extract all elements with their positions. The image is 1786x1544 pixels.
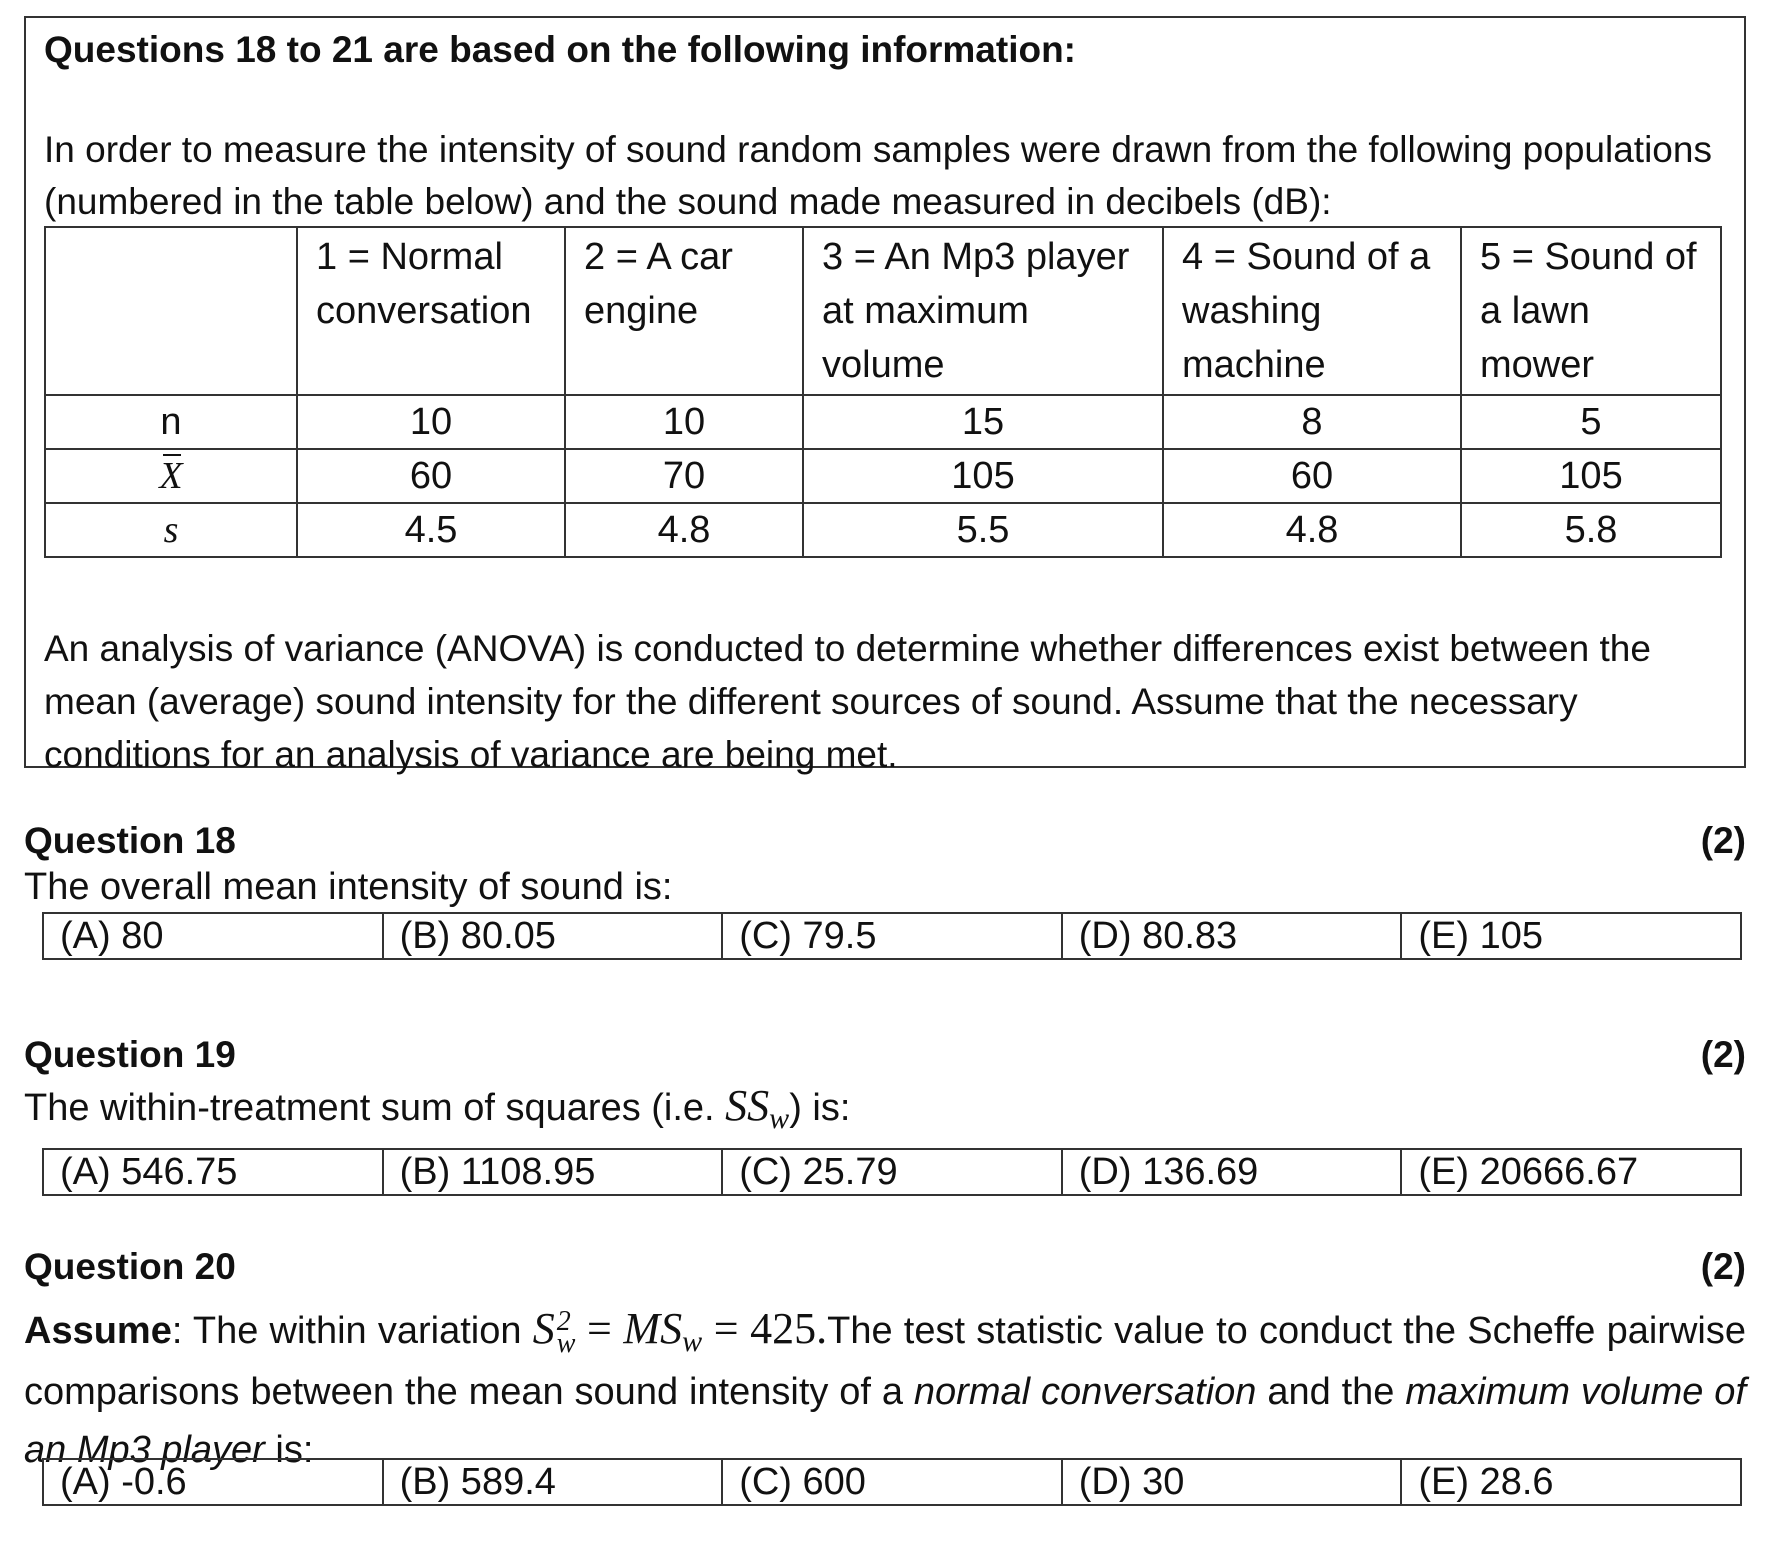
info-box xyxy=(24,16,1746,775)
table-cell: 4.8 xyxy=(565,503,803,557)
s-symbol: s xyxy=(163,509,179,551)
q19-options-row xyxy=(43,1149,1741,1195)
q19-text-before: The within-treatment sum of squares (i.e. xyxy=(24,1087,726,1129)
q18-option-e[interactable]: (E) 105 xyxy=(1401,913,1741,959)
q19-ss-symbol: SS xyxy=(725,1081,770,1130)
q18-option-b[interactable]: (B) 80.05 xyxy=(383,913,723,959)
q20-s-symbol: S xyxy=(532,1304,555,1353)
q19-marks: (2) xyxy=(1700,1034,1746,1075)
q20-marks: (2) xyxy=(1700,1246,1746,1287)
q20-option-a[interactable]: (A) -0.6 xyxy=(43,1459,383,1505)
q20-options-row xyxy=(43,1459,1741,1505)
row-label-s xyxy=(45,503,297,557)
q20-option-e[interactable]: (E) 28.6 xyxy=(1401,1459,1741,1505)
q20-text xyxy=(24,1300,1746,1479)
table-cell: 5.8 xyxy=(1461,503,1721,557)
q20-eq2: = 425. xyxy=(702,1304,828,1353)
q20-s-scripts xyxy=(556,1305,576,1359)
q19-option-d[interactable]: (D) 136.69 xyxy=(1062,1149,1402,1195)
q20-text-3: and the xyxy=(1256,1371,1406,1413)
anova-text: An analysis of variance (ANOVA) is conducted to determine whether differences exist between the mean (average) sound intensity for the different sources of sound. Assume that the necessary conditions for an analysis of variance are being met. xyxy=(44,628,1651,775)
table-cell: 5.5 xyxy=(803,503,1163,557)
q18-option-d[interactable]: (D) 80.83 xyxy=(1062,913,1402,959)
header-pop-3: 3 = An Mp3 player at maximum volume xyxy=(803,227,1163,395)
q20-title: Question 20 xyxy=(24,1246,236,1287)
table-cell: 105 xyxy=(1461,449,1721,503)
q19-title: Question 19 xyxy=(24,1034,236,1075)
q19-options xyxy=(42,1148,1742,1196)
q19-option-c[interactable]: (C) 25.79 xyxy=(722,1149,1062,1195)
q20-option-d[interactable]: (D) 30 xyxy=(1062,1459,1402,1505)
q20-text-2: The test statistic value to conduct the Scheffe pairwise comparisons between the mean sound intensity of a xyxy=(24,1310,1746,1413)
population-table xyxy=(44,226,1722,558)
q18-option-a[interactable]: (A) 80 xyxy=(43,913,383,959)
q18-title: Question 18 xyxy=(24,820,236,861)
q20-ms-sub: w xyxy=(682,1325,703,1358)
q20-italic-1: normal conversation xyxy=(913,1371,1257,1413)
q20-options xyxy=(42,1458,1742,1506)
header-pop-5: 5 = Sound of a lawn mower xyxy=(1461,227,1721,395)
table-cell: 60 xyxy=(297,449,565,503)
table-cell: 105 xyxy=(803,449,1163,503)
q18-marks: (2) xyxy=(1700,820,1746,861)
table-row xyxy=(45,503,1721,557)
q20-text-1: : The within variation xyxy=(171,1310,533,1352)
table-cell: 60 xyxy=(1163,449,1461,503)
q20-text-4: is: xyxy=(264,1429,314,1471)
q19-option-a[interactable]: (A) 546.75 xyxy=(43,1149,383,1195)
q20-s-sup: 2 xyxy=(556,1305,571,1337)
table-cell: 15 xyxy=(803,395,1163,449)
table-cell: 4.5 xyxy=(297,503,565,557)
table-cell: 4.8 xyxy=(1163,503,1461,557)
q18-options-row xyxy=(43,913,1741,959)
q20-assume-label: Assume xyxy=(24,1310,172,1352)
table-row xyxy=(45,395,1721,449)
q19-text-after: ) is: xyxy=(789,1087,851,1129)
q19-option-e[interactable]: (E) 20666.67 xyxy=(1401,1149,1741,1195)
q19-ss-subscript: w xyxy=(769,1102,790,1135)
q20-s-sub: w xyxy=(556,1327,576,1359)
xbar-symbol: X xyxy=(159,450,182,502)
table-cell: 10 xyxy=(297,395,565,449)
q19-option-b[interactable]: (B) 1108.95 xyxy=(383,1149,723,1195)
q20-option-b[interactable]: (B) 589.4 xyxy=(383,1459,723,1505)
table-cell: 70 xyxy=(565,449,803,503)
q18-option-c[interactable]: (C) 79.5 xyxy=(722,913,1062,959)
q18-text: The overall mean intensity of sound is: xyxy=(24,866,673,908)
intro-text: In order to measure the intensity of sound random samples were drawn from the following populations (numbered in the table below) and the sound made measured in decibels (dB): xyxy=(44,129,1712,222)
header-pop-4: 4 = Sound of a washing machine xyxy=(1163,227,1461,395)
header-pop-1: 1 = Normal conversation xyxy=(297,227,565,395)
q20-eq1: = xyxy=(575,1304,624,1353)
q19-text xyxy=(24,1080,851,1135)
q20-option-c[interactable]: (C) 600 xyxy=(722,1459,1062,1505)
header-pop-2: 2 = A car engine xyxy=(565,227,803,395)
table-cell: 5 xyxy=(1461,395,1721,449)
q20-ms-symbol: MS xyxy=(623,1304,683,1353)
q20-italic-2: maximum volume of an Mp3 player xyxy=(24,1371,1746,1471)
table-cell: 10 xyxy=(565,395,803,449)
table-header-row xyxy=(45,227,1721,395)
q18-options xyxy=(42,912,1742,960)
table-cell: 8 xyxy=(1163,395,1461,449)
table-row xyxy=(45,449,1721,503)
row-label-xbar xyxy=(45,449,297,503)
header-empty-cell xyxy=(45,227,297,395)
info-heading: Questions 18 to 21 are based on the following information: xyxy=(44,29,1077,70)
row-label-n: n xyxy=(45,395,297,449)
